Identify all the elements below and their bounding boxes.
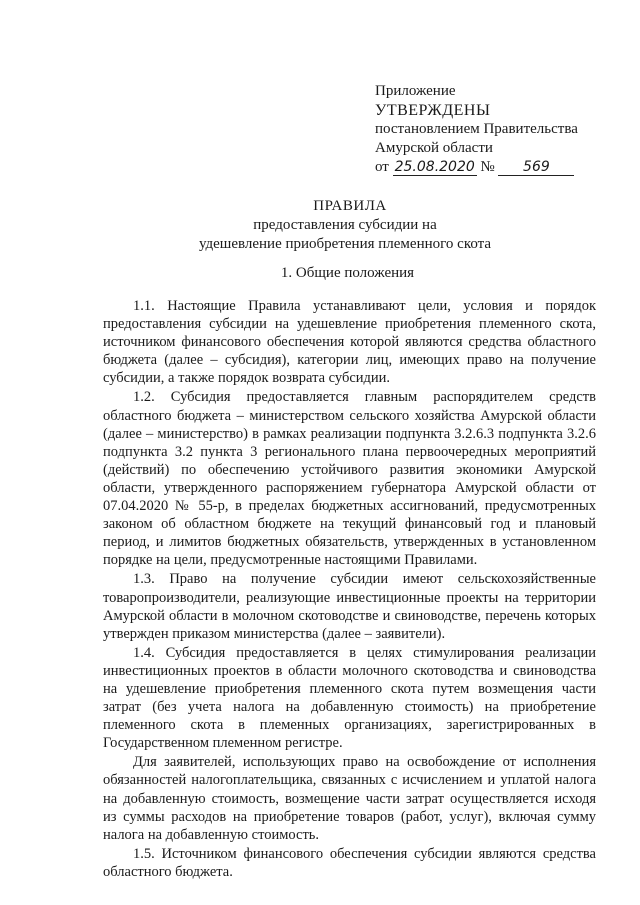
- paragraph-1-2: 1.2. Субсидия предоставляется главным распорядителем средств областного бюджета – министерством сельского хозяйства Амурской области (далее – министерство) в рамках реализации подпункта 3.2.6.3 подпункта 3.2.6 подпункта 3.2 пункта 3 регионального плана первоочередных мероприятий (действий) по обеспечению устойчивого развития экономики Амурской области, утвержденного распоряжением губернатора Амурской области от 07.04.2020 № 55-р, в пределах бюджетных ассигнований, предусмотренных законом об областном бюджете на текущий финансовый год и плановый период, и лимитов бюджетных обязательств, утвержденных в установленном порядке на цели, предусмотренные настоящими Правилами.: [103, 389, 596, 569]
- appendix-label: Приложение: [375, 83, 456, 99]
- date-prefix: от: [375, 159, 389, 175]
- document-title: [0, 197, 640, 254]
- paragraph-1-4-vat: Для заявителей, использующих право на освобождение от исполнения обязанностей налогоплательщика, связанных с исчислением и уплатой налога на добавленную стоимость, возмещение части затрат осуществляется исходя из суммы расходов на приобретение товаров (работ, услуг), включая сумму налога на добавленную стоимость.: [103, 754, 596, 843]
- section-heading: 1. Общие положения: [280, 265, 415, 281]
- paragraph-1-5: 1.5. Источником финансового обеспечения субсидии являются средства областного бюджета.: [103, 845, 596, 880]
- title-line-2: удешевление приобретения племенного скота: [198, 236, 492, 252]
- approval-stamp-block: [375, 82, 615, 177]
- approved-label: УТВЕРЖДЕНЫ: [375, 102, 491, 119]
- paragraph-1-1: 1.1. Настоящие Правила устанавливают цели, условия и порядок предоставления субсидии на удешевление приобретения племенного скота, источником финансового обеспечения которой являются средства областного бюджета (далее – субсидия), категории лиц, имеющих право на получение субсидии, а также порядок возврата субсидии.: [103, 298, 596, 387]
- handwritten-date: 25.08.2020: [394, 159, 475, 175]
- region-label: Амурской области: [375, 140, 493, 156]
- title-line-1: предоставления субсидии на: [253, 217, 437, 233]
- title-main: ПРАВИЛА: [313, 198, 387, 214]
- resolution-label: постановлением Правительства: [375, 121, 578, 137]
- date-number-line: [375, 158, 615, 177]
- handwritten-number: 569: [498, 160, 574, 176]
- section-body: [103, 297, 596, 881]
- paragraph-1-3: 1.3. Право на получение субсидии имеют сельскохозяйственные товаропроизводители, реализующие инвестиционные проекты на территории Амурской области в молочном скотоводстве и свиноводстве, перечень которых утвержден приказом министерства (далее – заявители).: [103, 571, 596, 642]
- number-prefix: №: [480, 159, 495, 175]
- paragraph-1-4: 1.4. Субсидия предоставляется в целях стимулирования реализации инвестиционных проектов в области молочного скотоводства и свиноводства на удешевление приобретения племенного скота путем возмещения части затрат (без учета налога на добавленную стоимость) на приобретение племенного скота в племенных организациях, зарегистрированных в Государственном племенном регистре.: [103, 644, 596, 752]
